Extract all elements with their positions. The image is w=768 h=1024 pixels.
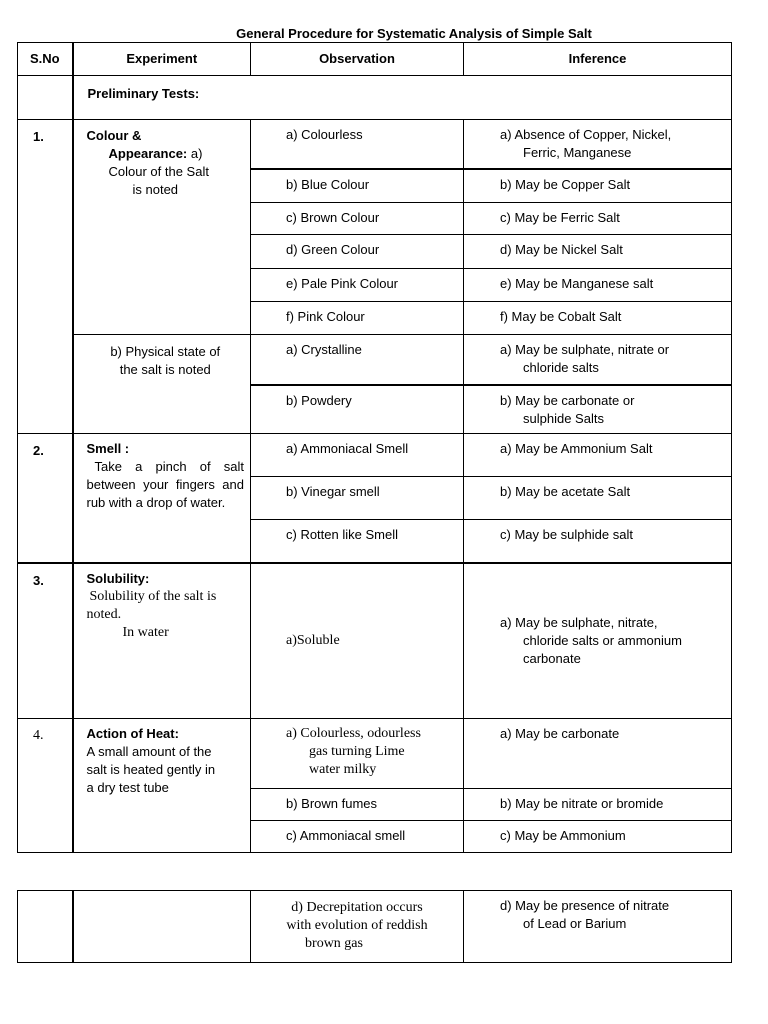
solubility-desc-line: Solubility of the salt is — [89, 588, 217, 604]
inference-cell — [464, 563, 732, 719]
row-number-3: 3. — [18, 563, 73, 719]
solubility-experiment — [73, 563, 251, 719]
preliminary-row — [18, 76, 732, 120]
inference-cell — [464, 891, 732, 963]
inference-cell: d) May be Nickel Salt — [464, 235, 732, 269]
continuation-table — [17, 890, 732, 963]
observation-cell: b) Vinegar smell — [251, 477, 464, 520]
observation-cell: c) Brown Colour — [251, 203, 464, 235]
inference-cell — [464, 120, 732, 169]
inference-cell: e) May be Manganese salt — [464, 269, 732, 302]
inference-line: b) May be carbonate or — [500, 392, 635, 408]
inference-line: chloride salts — [523, 360, 599, 375]
heat-experiment — [73, 719, 251, 853]
inference-cell: c) May be Ammonium — [464, 821, 732, 853]
physical-desc-line: b) Physical state of — [110, 344, 221, 359]
appearance-rest: a) — [187, 146, 203, 161]
observation-line: water milky — [309, 762, 377, 777]
inference-line: a) May be sulphate, nitrate or — [500, 342, 670, 357]
appearance-heading: Appearance: — [108, 146, 188, 161]
observation-cell: a)Soluble — [251, 563, 464, 719]
table-row — [18, 719, 732, 789]
header-observation: Observation — [251, 43, 464, 76]
observation-cell: f) Pink Colour — [251, 302, 464, 335]
colour-desc-line: Colour of the Salt — [108, 164, 209, 179]
observation-cell: a) Crystalline — [251, 335, 464, 385]
solubility-desc-line: In water — [122, 624, 169, 640]
inference-line: carbonate — [523, 650, 581, 666]
header-experiment: Experiment — [73, 43, 251, 76]
continuation-sno-cell — [18, 891, 73, 963]
continuation-experiment-cell — [73, 891, 251, 963]
inference-line: a) Absence of Copper, Nickel, — [500, 127, 672, 142]
inference-line: chloride salts or ammonium — [523, 632, 682, 648]
observation-line: d) Decrepitation occurs — [291, 900, 423, 915]
observation-cell: c) Ammoniacal smell — [251, 821, 464, 853]
table-row — [18, 434, 732, 477]
observation-cell: b) Brown fumes — [251, 789, 464, 821]
colour-experiment — [73, 120, 251, 335]
inference-cell: b) May be Copper Salt — [464, 169, 732, 203]
colour-heading: Colour & — [86, 128, 142, 143]
inference-cell: f) May be Cobalt Salt — [464, 302, 732, 335]
inference-line: d) May be presence of nitrate — [500, 898, 670, 913]
salt-analysis-table — [17, 42, 732, 853]
document-title: General Procedure for Systematic Analysis of Simple Salt — [236, 26, 592, 41]
heat-desc-line: A small amount of the — [86, 744, 212, 759]
observation-line: gas turning Lime — [309, 744, 405, 759]
observation-line: a) Colourless, odourless — [286, 726, 421, 741]
heat-desc-line: a dry test tube — [86, 780, 169, 795]
observation-cell — [251, 891, 464, 963]
table-row — [18, 120, 732, 169]
observation-cell: d) Green Colour — [251, 235, 464, 269]
observation-cell: c) Rotten like Smell — [251, 520, 464, 563]
inference-cell: a) May be Ammonium Salt — [464, 434, 732, 477]
physical-state-experiment — [73, 335, 251, 434]
inference-cell — [464, 385, 732, 434]
table-row — [18, 335, 732, 385]
smell-experiment — [73, 434, 251, 563]
heat-heading: Action of Heat: — [86, 726, 179, 741]
header-row — [18, 43, 732, 76]
row-number-1: 1. — [18, 120, 73, 434]
observation-cell: b) Blue Colour — [251, 169, 464, 203]
observation-line: brown gas — [305, 936, 363, 951]
row-number-4: 4. — [18, 719, 73, 853]
solubility-heading: Solubility: — [86, 570, 150, 586]
physical-desc-line: the salt is noted — [119, 362, 211, 377]
inference-line: sulphide Salts — [523, 410, 604, 426]
inference-cell: c) May be Ferric Salt — [464, 203, 732, 235]
solubility-desc-line: noted. — [86, 606, 122, 622]
inference-line: of Lead or Barium — [523, 916, 627, 931]
colour-desc-line: is noted — [132, 182, 179, 197]
observation-cell: a) Ammoniacal Smell — [251, 434, 464, 477]
row-number-2: 2. — [18, 434, 73, 563]
preliminary-heading: Preliminary Tests: — [73, 76, 732, 120]
observation-cell: e) Pale Pink Colour — [251, 269, 464, 302]
inference-cell: c) May be sulphide salt — [464, 520, 732, 563]
header-sno: S.No — [18, 43, 73, 76]
inference-cell: b) May be acetate Salt — [464, 477, 732, 520]
inference-cell: a) May be carbonate — [464, 719, 732, 789]
inference-cell — [464, 335, 732, 385]
inference-line: a) May be sulphate, nitrate, — [500, 614, 658, 630]
smell-desc: Take a pinch of salt between your fingers and rub with a drop of water. — [86, 459, 244, 510]
inference-cell: b) May be nitrate or bromide — [464, 789, 732, 821]
inference-line: Ferric, Manganese — [523, 145, 632, 160]
observation-cell: a) Colourless — [251, 120, 464, 169]
observation-cell: b) Powdery — [251, 385, 464, 434]
preliminary-sno-cell — [18, 76, 73, 120]
observation-cell — [251, 719, 464, 789]
header-inference: Inference — [464, 43, 732, 76]
observation-line: with evolution of reddish — [286, 918, 428, 933]
table-row — [18, 563, 732, 719]
table-row — [18, 891, 732, 963]
smell-heading: Smell : — [86, 441, 130, 456]
heat-desc-line: salt is heated gently in — [86, 762, 216, 777]
